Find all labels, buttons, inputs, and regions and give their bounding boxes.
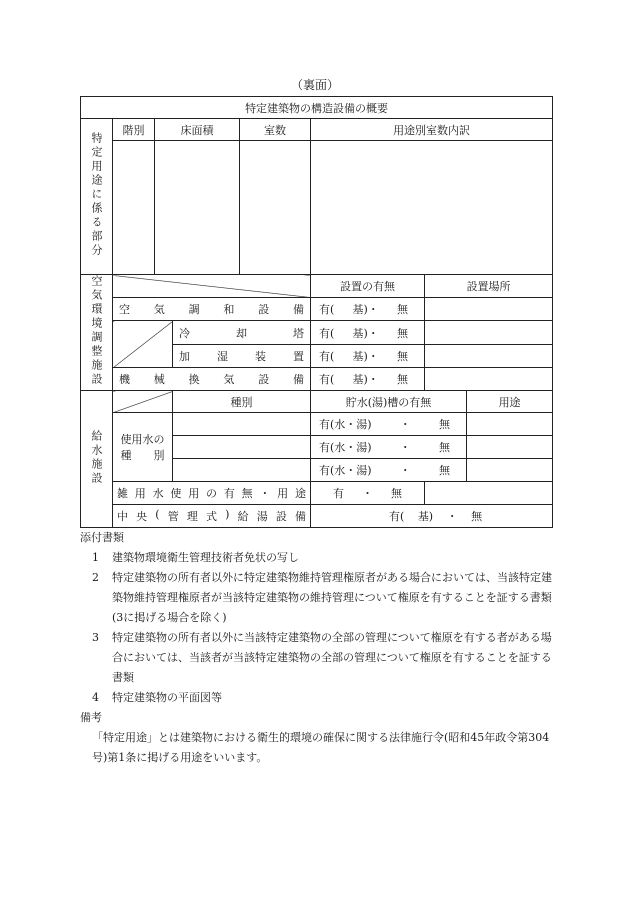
- table-title: 特定建築物の構造設備の概要: [81, 97, 553, 119]
- water-type-label: 使用水の 種 別: [113, 413, 173, 482]
- tank-presence[interactable]: 有(水・湯) ・ 無: [311, 436, 467, 459]
- diagonal-cell-small: [113, 321, 173, 368]
- central-hot-water-value[interactable]: 有( 基) ・ 無: [311, 505, 553, 528]
- page-heading: （裏面）: [290, 78, 339, 92]
- presence-mechanical-ventilation[interactable]: 有( 基)・ 無: [311, 368, 425, 391]
- location-mechanical-ventilation[interactable]: [425, 368, 553, 391]
- tank-presence[interactable]: 有(水・湯) ・ 無: [311, 459, 467, 482]
- section-label-air-environment: 空気環境調整施設: [81, 275, 113, 391]
- section-label-specific-use: 特定用途に係る部分: [81, 119, 113, 275]
- attachment-item: 4 特定建築物の平面図等: [92, 691, 222, 704]
- attachments-title: 添付書類: [80, 531, 124, 544]
- location-cooling-tower[interactable]: [425, 321, 553, 345]
- row-label-air-conditioning: 空 気 調 和 設 備: [113, 298, 311, 321]
- location-air-conditioning[interactable]: [425, 298, 553, 321]
- misc-water-value[interactable]: 有 ・ 無: [311, 482, 425, 505]
- floor-area-input[interactable]: [155, 141, 240, 275]
- header-water-kind: 種別: [173, 391, 311, 413]
- misc-water-label: 雑 用 水 使 用 の 有 無 ・ 用 途: [113, 482, 311, 505]
- row-label-mechanical-ventilation: 機 械 換 気 設 備: [113, 368, 311, 391]
- header-water-use: 用途: [467, 391, 553, 413]
- remarks-title: 備考: [80, 711, 102, 724]
- water-kind-input[interactable]: [173, 436, 311, 459]
- remarks-text: 「特定用途」とは建築物における衛生的環境の確保に関する法律施行令(昭和45年政令第304号)第1条に掲げる用途をいいます。: [92, 731, 550, 764]
- diagonal-cell: [113, 275, 311, 298]
- row-label-cooling-tower: 冷 却 塔: [173, 321, 311, 345]
- presence-air-conditioning[interactable]: 有( 基)・ 無: [311, 298, 425, 321]
- diagonal-cell-water: [113, 391, 173, 413]
- header-floor-area: 床面積: [155, 119, 240, 141]
- location-humidifier[interactable]: [425, 345, 553, 368]
- tank-presence[interactable]: 有(水・湯) ・ 無: [311, 413, 467, 436]
- central-hot-water-label: 中 央 ( 管 理 式 ) 給 湯 設 備: [113, 505, 311, 528]
- header-room-breakdown: 用途別室数内訳: [311, 119, 553, 141]
- header-location: 設置場所: [425, 275, 553, 298]
- header-floor: 階別: [113, 119, 155, 141]
- structure-equipment-table: [80, 96, 553, 528]
- header-room-count: 室数: [240, 119, 311, 141]
- floor-input[interactable]: [113, 141, 155, 275]
- attachment-item: 1 建築物環境衛生管理技術者免状の写し: [92, 551, 299, 564]
- presence-humidifier[interactable]: 有( 基)・ 無: [311, 345, 425, 368]
- room-breakdown-input[interactable]: [311, 141, 553, 275]
- room-count-input[interactable]: [240, 141, 311, 275]
- header-presence: 設置の有無: [311, 275, 425, 298]
- presence-cooling-tower[interactable]: 有( 基)・ 無: [311, 321, 425, 345]
- water-use-input[interactable]: [467, 436, 553, 459]
- water-use-input[interactable]: [467, 413, 553, 436]
- misc-water-use-input[interactable]: [425, 482, 553, 505]
- attachment-item: 3 特定建築物の所有者以外に当該特定建築物の全部の管理について権原を有する者がある場合においては、当該者が当該特定建築物の全部の管理について権原を有することを証する書類: [92, 631, 552, 684]
- water-kind-input[interactable]: [173, 413, 311, 436]
- water-use-input[interactable]: [467, 459, 553, 482]
- row-label-humidifier: 加 湿 装 置: [173, 345, 311, 368]
- notes-section: [80, 528, 560, 768]
- header-tank: 貯水(湯)槽の有無: [311, 391, 467, 413]
- attachment-item: 2 特定建築物の所有者以外に特定建築物維持管理権原者がある場合においては、当該特定建築物維持管理権原者が当該特定建築物の維持管理について権原を有することを証する書類(3に掲げる場合を除く): [92, 571, 552, 624]
- section-label-water-supply: 給水施設: [81, 391, 113, 528]
- water-kind-input[interactable]: [173, 459, 311, 482]
